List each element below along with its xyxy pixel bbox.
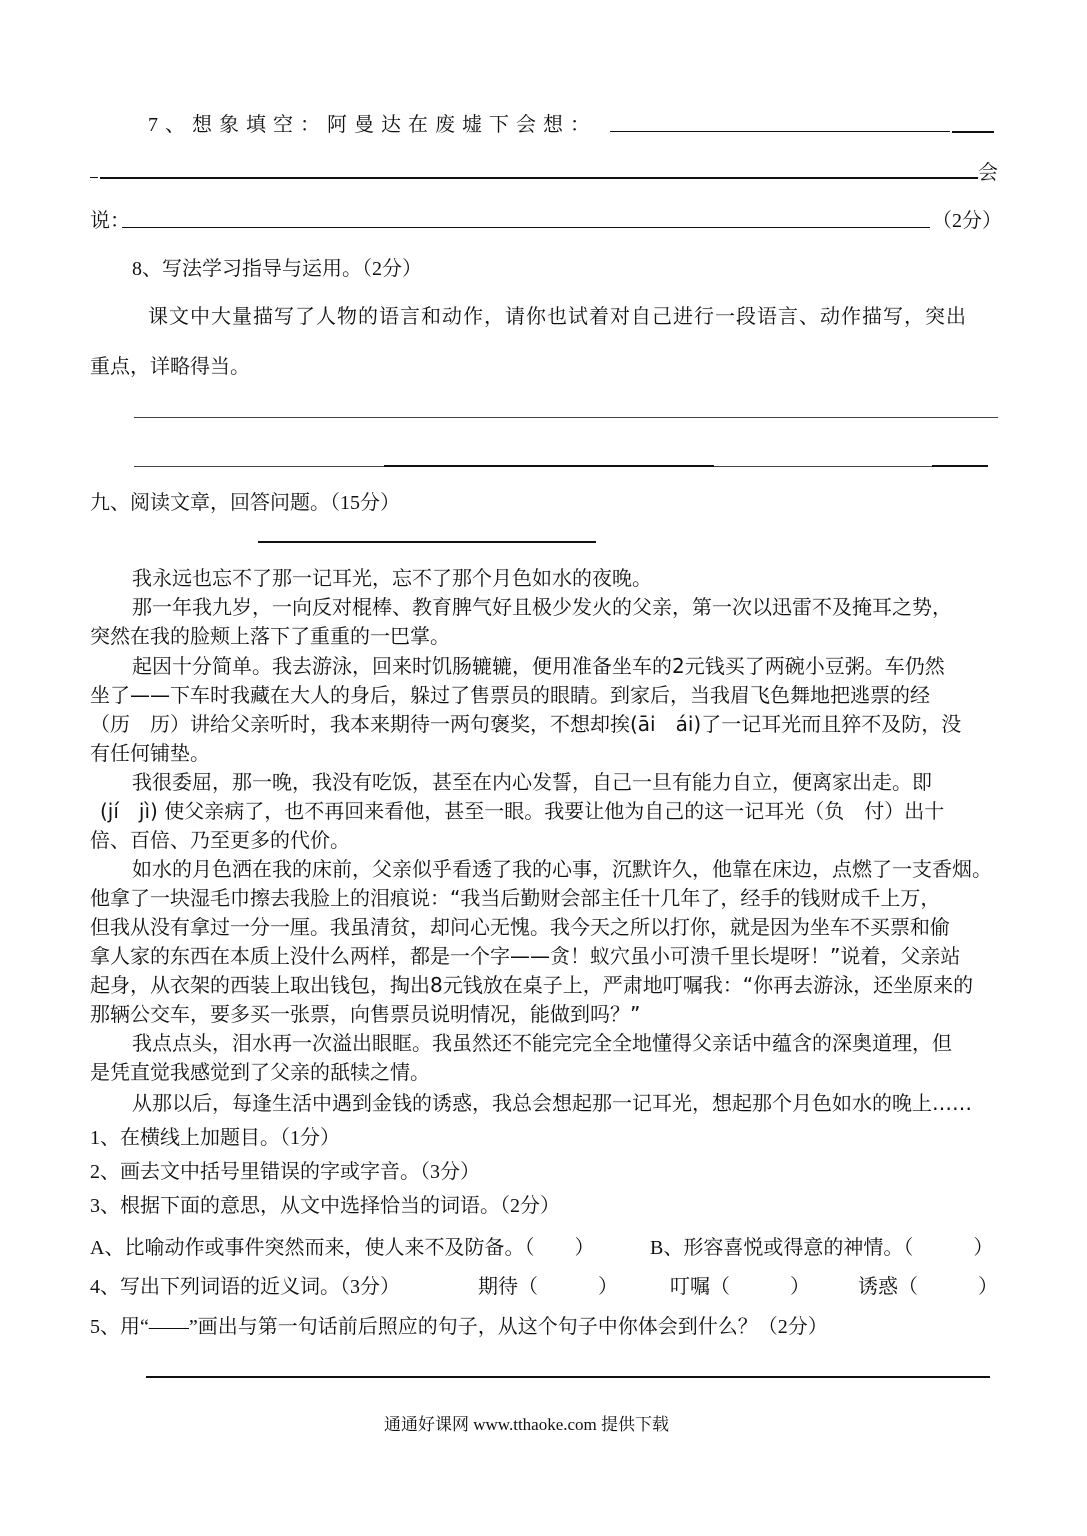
q8-text-line-2: 重点，详略得当。 bbox=[90, 356, 250, 378]
q7-score: （2分） bbox=[932, 210, 1002, 232]
passage-line: 从那以后，每逢生活中遇到金钱的诱惑，我总会想起那一记耳光，想起那个月色如水的晚上…… bbox=[132, 1091, 972, 1115]
passage-line: 有任何铺垫。 bbox=[90, 741, 210, 765]
question-4-word-2: 叮嘱（ ） bbox=[670, 1276, 810, 1298]
passage-line: 坐了——下车时我藏在大人的身后，躲过了售票员的眼睛。到家后，当我眉飞色舞地把逃票的经 bbox=[90, 683, 930, 707]
passage-title-blank bbox=[258, 541, 596, 543]
question-3b: B、形容喜悦或得意的神情。（ ） bbox=[650, 1237, 994, 1259]
question-4-word-3: 诱惑（ ） bbox=[858, 1276, 998, 1298]
passage-line: 我很委屈，那一晚，我没有吃饭，甚至在内心发誓，自己一旦有能力自立，便离家出走。即 bbox=[132, 770, 932, 794]
q7-answer-line-3 bbox=[122, 227, 930, 228]
question-1: 1、在横线上加题目。（1分） bbox=[90, 1127, 340, 1149]
passage-line: 如水的月色洒在我的床前，父亲似乎看透了我的心事，沉默许久，他靠在床边，点燃了一支香烟。 bbox=[132, 857, 992, 881]
q7-answer-line-2 bbox=[100, 177, 978, 179]
passage-line: 是凭直觉我感觉到了父亲的舐犊之情。 bbox=[90, 1060, 430, 1084]
passage-line: 起身，从衣架的西装上取出钱包，掏出8元钱放在桌子上，严肃地叮嘱我：“你再去游泳，还坐原来的 bbox=[90, 973, 974, 997]
question-5-answer-line bbox=[146, 1376, 990, 1378]
q7-shuo: 说： bbox=[90, 210, 130, 232]
passage-line: 我永远也忘不了那一记耳光，忘不了那个月色如水的夜晚。 bbox=[132, 566, 652, 590]
question-4-word-1: 期待（ ） bbox=[478, 1276, 618, 1298]
q8-title: 8、写法学习指导与运用。（2分） bbox=[132, 258, 422, 280]
q7-answer-line-1b bbox=[952, 131, 994, 133]
question-5: 5、用“——”画出与第一句话前后照应的句子，从这个句子中你体会到什么？（2分） bbox=[90, 1316, 828, 1338]
q8-answer-line-2b bbox=[384, 465, 714, 467]
question-4: 4、写出下列词语的近义词。（3分） bbox=[90, 1276, 400, 1298]
q8-text-line-1: 课文中大量描写了人物的语言和动作，请你也试着对自己进行一段语言、动作描写，突出 bbox=[148, 306, 967, 328]
q7-hui: 会 bbox=[978, 162, 998, 184]
passage-line: 那一年我九岁，一向反对棍棒、教育脾气好且极少发火的父亲，第一次以迅雷不及掩耳之势， bbox=[132, 595, 952, 619]
section9-title: 九、阅读文章，回答问题。（15分） bbox=[90, 492, 400, 514]
q7-prompt: 7、想象填空：阿曼达在废墟下会想： bbox=[148, 114, 597, 136]
q7-answer-line-1 bbox=[610, 131, 950, 132]
question-3: 3、根据下面的意思，从文中选择恰当的词语。（2分） bbox=[90, 1195, 560, 1217]
passage-line: (jí jì) 使父亲病了，也不再回来看他，甚至一眼。我要让他为自己的这一记耳光（负 付）出十 bbox=[100, 799, 945, 823]
passage-line: 倍、百倍、乃至更多的代价。 bbox=[90, 828, 350, 852]
passage-line: 但我从没有拿过一分一厘。我虽清贫，却问心无愧。我今天之所以打你，就是因为坐车不买票和偷 bbox=[90, 915, 950, 939]
page-footer: 通通好课网 www.tthaoke.com 提供下载 bbox=[384, 1415, 670, 1434]
passage-line: 拿人家的东西在本质上没什么两样，都是一个字——贪！蚁穴虽小可溃千里长堤呀！”说着，父亲站 bbox=[90, 944, 961, 968]
passage-line: 那辆公交车，要多买一张票，向售票员说明情况，能做到吗？” bbox=[90, 1002, 641, 1026]
passage-line: 他拿了一块湿毛巾擦去我脸上的泪痕说：“我当后勤财会部主任十几年了，经手的钱财成千上万， bbox=[90, 886, 941, 910]
question-2: 2、画去文中括号里错误的字或字音。（3分） bbox=[90, 1161, 480, 1183]
q8-answer-line-1 bbox=[134, 417, 998, 418]
passage-line: 我点点头，泪水再一次溢出眼眶。我虽然还不能完完全全地懂得父亲话中蕴含的深奥道理，但 bbox=[132, 1031, 952, 1055]
passage-line: （历 历）讲给父亲听时，我本来期待一两句褒奖，不想却挨(āi ái)了一记耳光而且猝不及防，没 bbox=[90, 712, 962, 736]
q8-answer-line-2c bbox=[714, 466, 932, 467]
q8-answer-line-2d bbox=[932, 465, 988, 467]
q8-answer-line-2a bbox=[134, 466, 384, 467]
passage-line: 突然在我的脸颊上落下了重重的一巴掌。 bbox=[90, 624, 450, 648]
passage-line: 起因十分简单。我去游泳，回来时饥肠辘辘，便用准备坐车的2元钱买了两碗小豆粥。车仍然 bbox=[132, 654, 945, 678]
question-3a: A、比喻动作或事件突然而来，使人来不及防备。（ ） bbox=[90, 1237, 595, 1259]
q7-answer-line-2a bbox=[90, 177, 98, 178]
